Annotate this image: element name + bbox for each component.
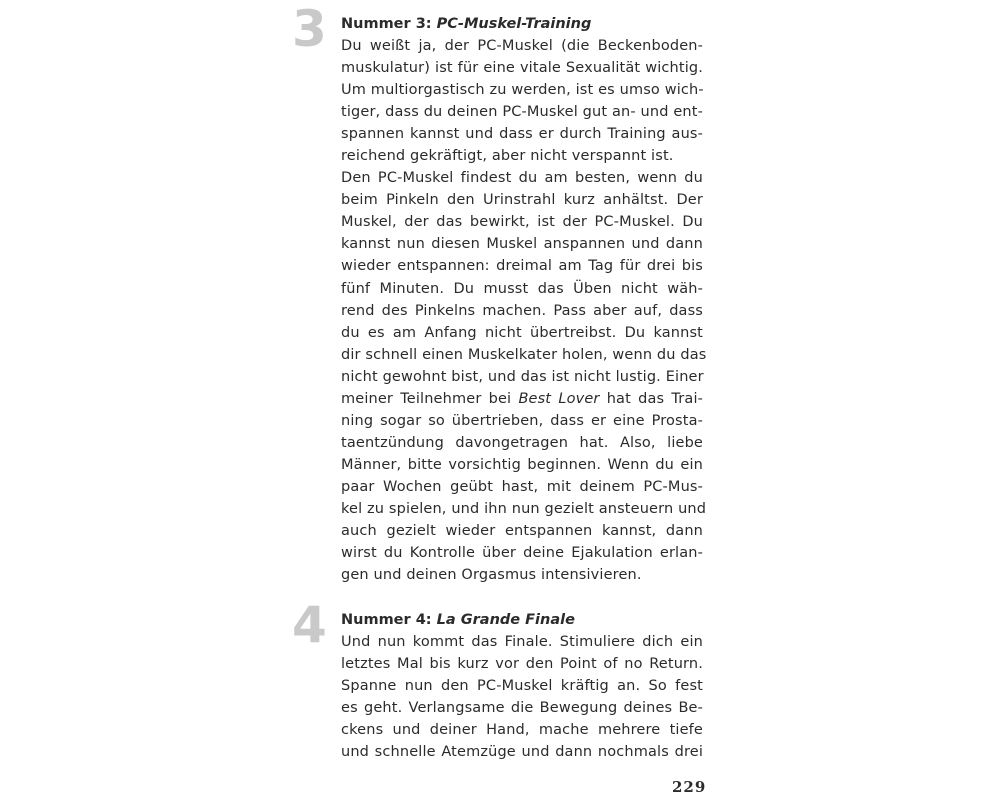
body-line: kannst nun diesen Muskel anspannen und dann (341, 236, 703, 253)
section-heading-4-title: La Grande Finale (436, 612, 575, 628)
body-line: auch gezielt wieder entspannen kannst, dann (341, 523, 703, 540)
book-title-emphasis: Best Lover (518, 390, 600, 407)
body-line: Muskel, der das bewirkt, ist der PC-Muskel. Du (341, 214, 703, 231)
section-heading-4-prefix: Nummer 4: (341, 612, 437, 628)
body-line: fünf Minuten. Du musst das Üben nicht wäh- (341, 280, 703, 297)
body-line: dir schnell einen Muskelkater holen, wenn du das (341, 346, 707, 363)
body-line: rend des Pinkelns machen. Pass aber auf, dass (341, 302, 703, 319)
body-line: letztes Mal bis kurz vor den Point of no Return. (341, 656, 703, 673)
body-line: Spanne nun den PC-Muskel kräftig an. So fest (341, 678, 703, 695)
body-line: es geht. Verlangsame die Bewegung deines Be- (341, 700, 703, 717)
body-line: Männer, bitte vorsichtig beginnen. Wenn du ein (341, 456, 703, 473)
body-line: du es am Anfang nicht übertreibst. Du kannst (341, 324, 703, 341)
body-line: kel zu spielen, und ihn nun gezielt ansteuern und (341, 500, 707, 517)
body-line: Und nun kommt das Finale. Stimuliere dich ein (341, 634, 703, 650)
body-line: Den PC-Muskel findest du am besten, wenn du (341, 170, 703, 187)
body-line: wieder entspannen: dreimal am Tag für drei bis (341, 258, 703, 275)
body-line: paar Wochen geübt hast, mit deinem PC-Mus- (341, 478, 703, 495)
page-number: 229 (672, 778, 707, 796)
section-heading-4 (341, 611, 575, 629)
section-heading-3 (341, 15, 591, 33)
body-line: taentzündung davongetragen hat. Also, liebe (341, 434, 703, 451)
section-heading-3-title: PC-Muskel-Training (436, 16, 592, 32)
body-line: spannen kannst und dass er durch Training aus- (341, 126, 703, 143)
section-body-3 (341, 35, 707, 586)
body-line: tiger, dass du deinen PC-Muskel gut an- und ent- (341, 104, 703, 121)
body-line: Du weißt ja, der PC-Muskel (die Beckenboden- (341, 38, 703, 54)
body-line: ning sogar so übertrieben, dass er eine Prosta- (341, 412, 703, 429)
body-line: ckens und deiner Hand, mache mehrere tiefe (341, 722, 703, 739)
body-line: wirst du Kontrolle über deine Ejakulation erlan- (341, 545, 703, 562)
section-heading-3-prefix: Nummer 3: (341, 16, 437, 32)
body-line: muskulatur) ist für eine vitale Sexualität wichtig. (341, 60, 703, 77)
body-line: gen und deinen Orgasmus intensivieren. (341, 567, 642, 584)
body-line: reichend gekräftigt, aber nicht verspannt ist. (341, 148, 674, 165)
section-number-4: 4 (292, 596, 326, 654)
body-line (341, 388, 703, 410)
section-number-3: 3 (292, 0, 326, 58)
body-line: nicht gewohnt bist, und das ist nicht lustig. Einer (341, 368, 704, 385)
body-line-text: meiner Teilnehmer bei (341, 390, 519, 407)
body-line-text: hat das Trai- (599, 390, 704, 407)
body-line: und schnelle Atemzüge und dann nochmals drei (341, 744, 703, 761)
body-line: beim Pinkeln den Urinstrahl kurz anhältst. Der (341, 192, 703, 209)
body-line: Um multiorgastisch zu werden, ist es umso wich- (341, 82, 704, 99)
section-body-4 (341, 631, 703, 763)
